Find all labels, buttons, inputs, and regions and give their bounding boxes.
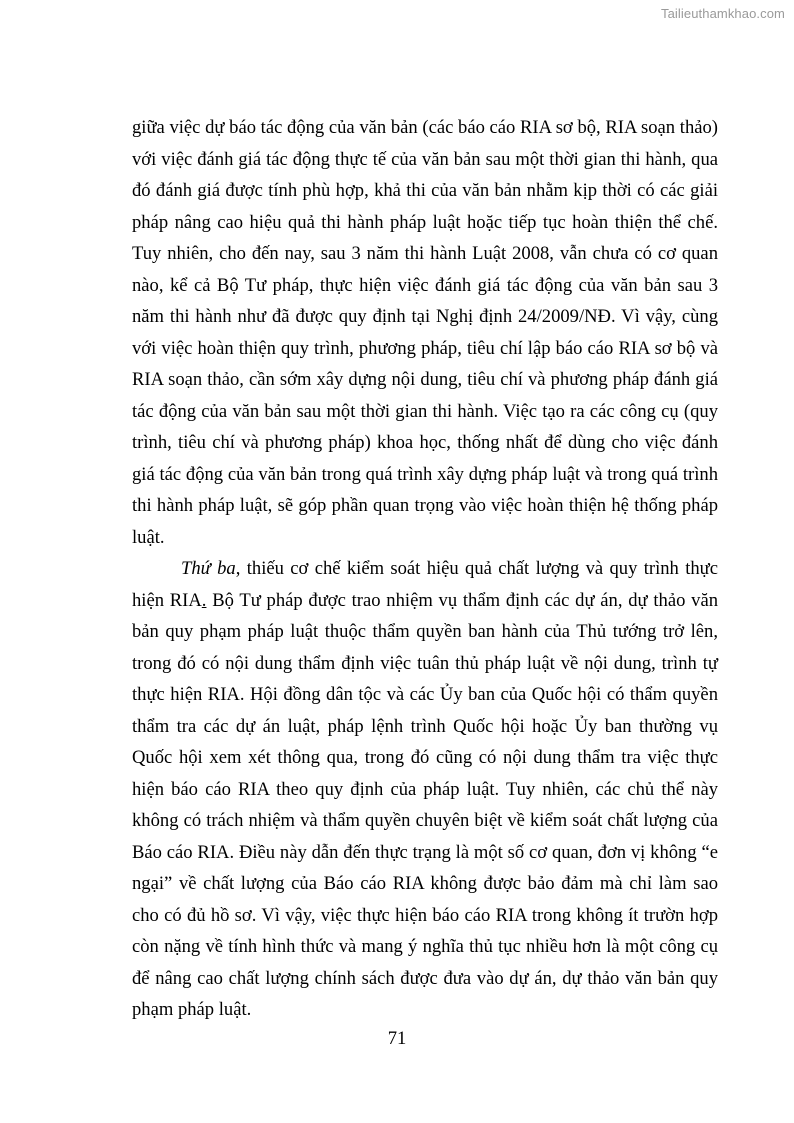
- watermark-text: Tailieuthamkhao.com: [660, 6, 785, 21]
- point-lead-italic: Thứ ba: [181, 558, 236, 579]
- page-number: 71: [387, 1028, 407, 1049]
- point-body: Bộ Tư pháp được trao nhiệm vụ thẩm định các dự án, dự thảo văn bản quy phạm pháp luật thuộc thẩm quyền ban hành của Thủ tướng trở lên, trong đó có nội dung thẩm định việc tuân thủ pháp luật về nội dung, trình tự thực hiện RIA. Hội đồng dân tộc và các Ủy ban của Quốc hội có thẩm quyền thẩm tra các dự án luật, pháp lệnh trình Quốc hội hoặc Ủy ban thường vụ Quốc hội xem xét thông qua, trong đó cũng có nội dung thẩm tra việc thực hiện báo cáo RIA theo quy định của pháp luật. Tuy nhiên, các chủ thể này không có trách nhiệm và thẩm quyền chuyên biệt về kiểm soát chất lượng của Báo cáo RIA. Điều này dẫn đến thực trạng là một số cơ quan, đơn vị không “e ngại” về chất lượng của Báo cáo RIA không được bảo đảm mà chỉ làm sao cho có đủ hồ sơ. Vì vậy, việc thực hiện báo cáo RIA trong không ít trườn hợp còn nặng về tính hình thức và mang ý nghĩa thủ tục nhiều hơn là một công cụ để nâng cao chất lượng chính sách được đưa vào dự án, dự thảo văn bản quy phạm pháp luật.: [132, 589, 718, 1020]
- paragraph-third-point: [132, 553, 718, 1026]
- point-heading: , thiếu cơ chế kiểm soát hiệu quả chất lượng và quy trình thực hiện RIA: [132, 558, 718, 611]
- point-heading-period: .: [201, 589, 207, 611]
- document-body: [132, 112, 718, 1026]
- paragraph-continuation: giữa việc dự báo tác động của văn bản (các báo cáo RIA sơ bộ, RIA soạn thảo) với việc đánh giá tác động thực tế của văn bản sau một thời gian thi hành, qua đó đánh giá được tính phù hợp, khả thi của văn bản nhằm kịp thời có các giải pháp nâng cao hiệu quả thi hành pháp luật hoặc tiếp tục hoàn thiện thể chế. Tuy nhiên, cho đến nay, sau 3 năm thi hành Luật 2008, vẫn chưa có cơ quan nào, kể cả Bộ Tư pháp, thực hiện việc đánh giá tác động của văn bản sau 3 năm thi hành như đã được quy định tại Nghị định 24/2009/NĐ. Vì vậy, cùng với việc hoàn thiện quy trình, phương pháp, tiêu chí lập báo cáo RIA sơ bộ và RIA soạn thảo, cần sớm xây dựng nội dung, tiêu chí và phương pháp đánh giá tác động của văn bản sau một thời gian thi hành. Việc tạo ra các công cụ (quy trình, tiêu chí và phương pháp) khoa học, thống nhất để dùng cho việc đánh giá tác động của văn bản trong quá trình xây dựng pháp luật và trong quá trình thi hành pháp luật, sẽ góp phần quan trọng vào việc hoàn thiện hệ thống pháp luật.: [132, 117, 718, 548]
